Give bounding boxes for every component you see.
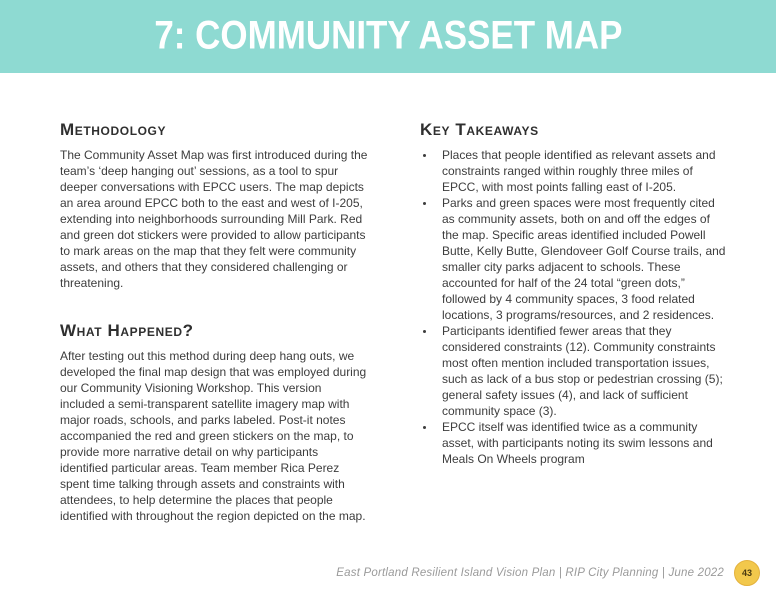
key-takeaways-heading: Key Takeaways: [420, 120, 539, 139]
methodology-heading: Methodology: [60, 120, 167, 139]
methodology-body: The Community Asset Map was first introduced during the team’s ‘deep hanging out’ sessions, as a tool to spur deeper conversations with EPCC users. The map depicts an area around EPCC both to the east and west of I-205, extending into neighborhoods surrounding Mill Park. Red and green dot stickers were provided to allow participants to mark areas on the map that they felt were community assets, and others that they considered challenging or threatening.: [60, 148, 368, 290]
section-methodology: [60, 120, 368, 291]
takeaway-item: • Places that people identified as relevant assets and constraints ranged within roughly three miles of EPCC, with most points falling east of I-205.: [436, 147, 728, 195]
page-number-badge: 43: [734, 560, 760, 586]
page-title: 7: COMMUNITY ASSET MAP: [153, 13, 623, 59]
takeaway-item: • Participants identified fewer areas that they considered constraints (12). Community constraints most often mention included transportation issues, such as lack of a bus stop or pedestrian crossing (5); general safety issues (4), and lack of sufficient community space (3).: [436, 323, 728, 419]
section-what-happened: [60, 321, 368, 524]
what-happened-heading: What Happened?: [60, 321, 194, 340]
takeaway-item: • Parks and green spaces were most frequently cited as community assets, both on and off the edges of the map. Specific areas identified included Powell Butte, Kelly Butte, Glendoveer Golf Course trails, and smaller city parks adjacent to schools. These accounted for half of the 24 total “green dots,” followed by 4 community spaces, 3 food related locations, 3 programs/resources, and 2 residences.: [436, 195, 728, 323]
footer-text: East Portland Resilient Island Vision Plan | RIP City Planning | June 2022: [336, 567, 724, 579]
takeaway-item: • EPCC itself was identified twice as a community asset, with participants noting its swim lessons and Meals On Wheels program: [436, 419, 728, 467]
what-happened-body: After testing out this method during deep hang outs, we developed the final map design that was employed during our Community Visioning Workshop. This version included a semi-transparent satellite imagery map with major roads, schools, and parks labeled. Post-it notes accompanied the red and green stickers on the map, to provide more narrative detail on why participants identified particular areas. Team member Rica Perez spent time talking through assets and constraints with attendees, to help determine the places that people identified with throughout the region depicted on the map.: [60, 349, 367, 523]
page-footer: [336, 560, 760, 586]
left-column: [60, 120, 368, 524]
right-column: [420, 120, 728, 467]
page-header: [0, 0, 776, 73]
takeaways-list: [420, 147, 728, 467]
